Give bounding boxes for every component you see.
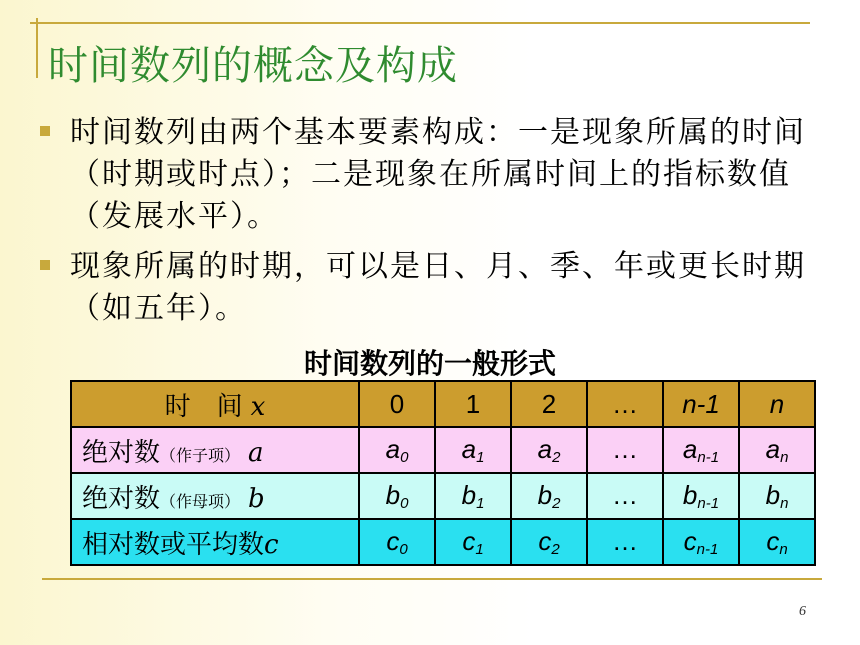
value-cell: $b_{n-1}$ <box>663 473 739 519</box>
row-label: 绝对数 <box>82 437 161 468</box>
row-variable: c <box>264 529 279 560</box>
table-row-numerator <box>71 427 815 473</box>
time-label: 时 间 <box>164 391 243 422</box>
header-cell: … <box>587 381 663 427</box>
header-cell: n-1 <box>663 381 739 427</box>
row-label-note: （作子项） <box>160 445 241 465</box>
header-cell: 2 <box>511 381 587 427</box>
value-cell: $b_2$ <box>511 473 587 519</box>
table-row-time <box>71 381 815 427</box>
value-cell: … <box>587 519 663 565</box>
time-series-table <box>70 380 816 566</box>
value-cell: $a_{n-1}$ <box>663 427 739 473</box>
value-cell: $c_n$ <box>739 519 815 565</box>
header-cell: 1 <box>435 381 511 427</box>
value-cell: $c_0$ <box>359 519 435 565</box>
value-cell: $b_0$ <box>359 473 435 519</box>
value-cell: $c_{n-1}$ <box>663 519 739 565</box>
value-cell: $c_2$ <box>511 519 587 565</box>
row-label-cell <box>71 473 359 519</box>
row-label-cell <box>71 427 359 473</box>
bullet-item <box>38 246 838 330</box>
footer-divider-line <box>42 578 822 580</box>
title-accent-horizontal-line <box>30 22 810 24</box>
time-variable: x <box>250 391 266 422</box>
header-cell: n <box>739 381 815 427</box>
value-cell: $a_2$ <box>511 427 587 473</box>
value-cell: $a_0$ <box>359 427 435 473</box>
row-label-note: （作母项） <box>160 491 241 511</box>
table-row-relative <box>71 519 815 565</box>
bullet-text: 时间数列由两个基本要素构成：一是现象所属的时间（时期或时点）；二是现象在所属时间上的指标数值（发展水平）。 <box>70 115 806 234</box>
value-cell: $b_n$ <box>739 473 815 519</box>
slide-title: 时间数列的概念及构成 <box>48 43 458 89</box>
row-label: 绝对数 <box>82 483 161 514</box>
value-cell: $a_n$ <box>739 427 815 473</box>
page-number: 6 <box>799 604 806 619</box>
value-cell: $b_1$ <box>435 473 511 519</box>
row-variable: a <box>248 437 264 468</box>
value-cell: $a_1$ <box>435 427 511 473</box>
square-bullet-icon <box>40 260 50 270</box>
time-label-cell <box>71 381 359 427</box>
square-bullet-icon <box>40 126 50 136</box>
row-label-cell <box>71 519 359 565</box>
value-cell: $c_1$ <box>435 519 511 565</box>
value-cell: … <box>587 473 663 519</box>
bullet-item <box>38 112 838 238</box>
bullet-text: 现象所属的时期，可以是日、月、季、年或更长时期（如五年）。 <box>70 249 806 326</box>
title-accent-vertical-line <box>36 18 38 78</box>
bullet-list <box>38 112 838 338</box>
row-variable: b <box>248 483 265 514</box>
table-caption: 时间数列的一般形式 <box>303 347 556 380</box>
table-row-denominator <box>71 473 815 519</box>
header-cell: 0 <box>359 381 435 427</box>
row-label: 相对数或平均数 <box>82 529 265 560</box>
value-cell: … <box>587 427 663 473</box>
